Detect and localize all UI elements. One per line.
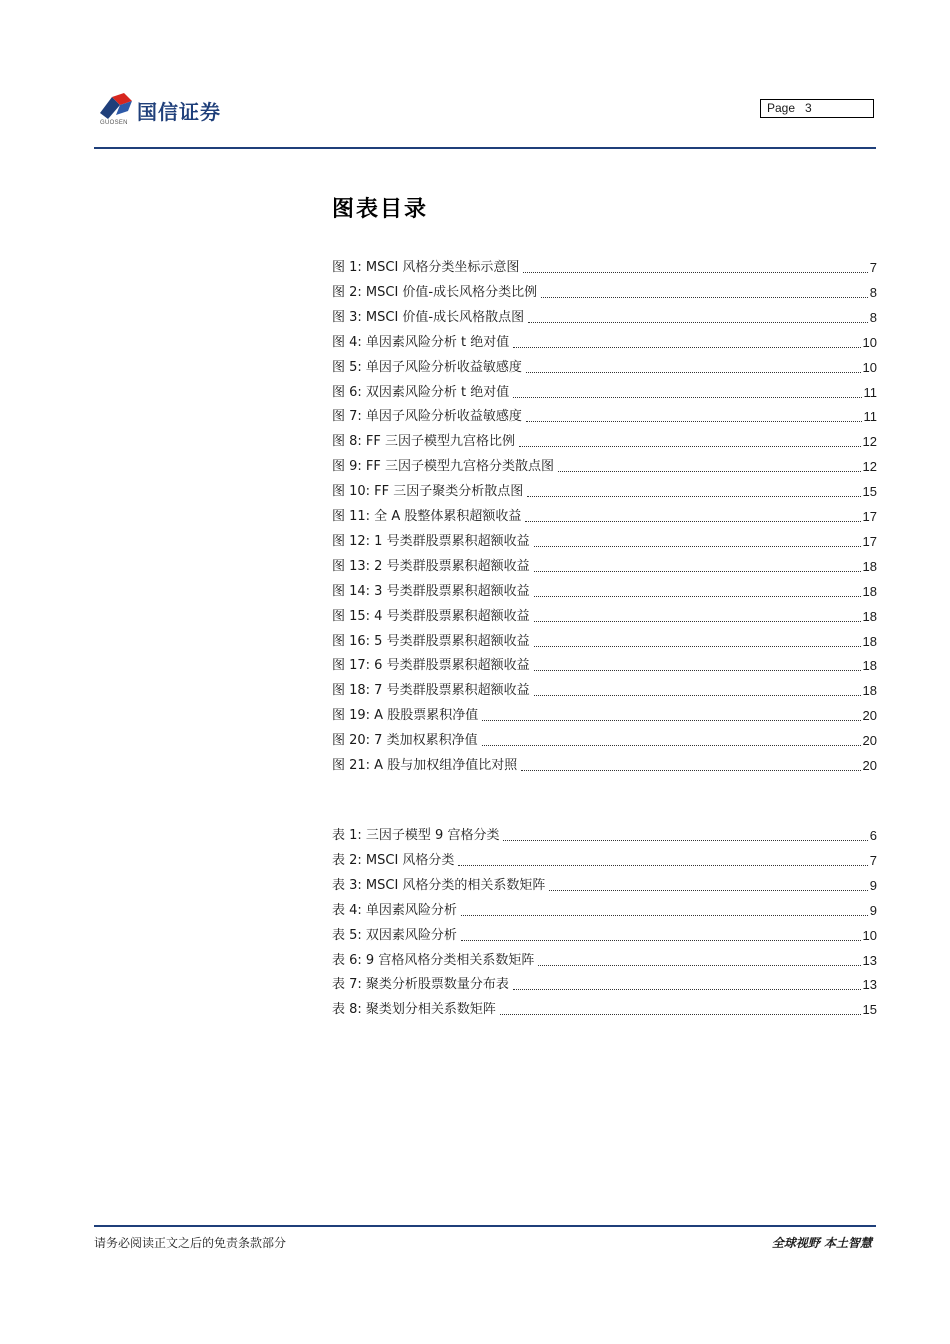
toc-entry[interactable] bbox=[332, 876, 877, 894]
toc-entry-page: 20 bbox=[862, 758, 877, 773]
toc-entry[interactable] bbox=[332, 482, 877, 500]
toc-entry[interactable] bbox=[332, 926, 877, 944]
toc-entry[interactable] bbox=[332, 532, 877, 550]
toc-entry[interactable] bbox=[332, 951, 877, 969]
footer-divider bbox=[94, 1225, 876, 1227]
toc-leader-dots bbox=[534, 595, 861, 597]
toc-entry-page: 10 bbox=[862, 334, 877, 350]
toc-leader-dots bbox=[519, 445, 861, 447]
toc-entry-label: 图 11: 全 A 股整体累积超额收益 bbox=[332, 509, 522, 524]
toc-leader-dots bbox=[526, 371, 861, 373]
toc-entry-page: 18 bbox=[862, 633, 877, 649]
toc-leader-dots bbox=[513, 988, 861, 990]
toc-entry[interactable] bbox=[332, 557, 877, 575]
toc-entry[interactable] bbox=[332, 681, 877, 699]
toc-entry-page: 7 bbox=[869, 852, 877, 868]
logo-text: 国信证券 bbox=[137, 100, 221, 124]
toc-entry-label: 表 7: 聚类分析股票数量分布表 bbox=[332, 977, 509, 993]
toc-entry-page: 17 bbox=[862, 533, 877, 549]
toc-leader-dots bbox=[534, 620, 861, 622]
toc-entry-page: 15 bbox=[862, 1002, 877, 1018]
toc-entry[interactable] bbox=[332, 1000, 877, 1018]
toc-leader-dots bbox=[500, 1013, 861, 1015]
toc-leader-dots bbox=[523, 271, 867, 273]
toc-entry-label: 图 17: 6 号类群股票累积超额收益 bbox=[332, 658, 530, 674]
toc-entry-label: 表 4: 单因素风险分析 bbox=[332, 902, 457, 918]
footer-slogan: 全球视野 本土智慧 bbox=[771, 1236, 872, 1250]
toc-entry[interactable] bbox=[332, 383, 877, 401]
toc-entry-page: 15 bbox=[862, 484, 877, 500]
logo-subtext: GUOSEN bbox=[100, 120, 128, 126]
toc-entry-page: 20 bbox=[862, 733, 877, 749]
toc-entry[interactable] bbox=[332, 358, 877, 376]
toc-entry-label: 图 14: 3 号类群股票累积超额收益 bbox=[332, 583, 530, 599]
toc-leader-dots bbox=[482, 719, 860, 721]
toc-entry-label: 表 6: 9 宫格风格分类相关系数矩阵 bbox=[332, 952, 535, 968]
logo-mark-icon bbox=[98, 93, 134, 119]
toc-leader-dots bbox=[538, 964, 860, 966]
toc-entry[interactable] bbox=[332, 826, 877, 844]
toc-entry[interactable] bbox=[332, 407, 877, 425]
toc-leader-dots bbox=[534, 570, 861, 572]
toc-entry-label: 图 21: A 股与加权组净值比对照 bbox=[332, 758, 518, 773]
toc-entry-label: 图 16: 5 号类群股票累积超额收益 bbox=[332, 633, 530, 649]
page-title: 图表目录 bbox=[332, 197, 429, 222]
toc-entry-label: 图 8: FF 三因子模型九宫格比例 bbox=[332, 434, 516, 450]
header-divider bbox=[94, 147, 876, 149]
toc-entry-label: 图 2: MSCI 价值-成长风格分类比例 bbox=[332, 284, 538, 300]
toc-entry-label: 图 9: FF 三因子模型九宫格分类散点图 bbox=[332, 459, 555, 475]
toc-leader-dots bbox=[521, 769, 860, 771]
toc-entry[interactable] bbox=[332, 258, 877, 276]
page-label: Page bbox=[767, 101, 796, 115]
toc-entry[interactable] bbox=[332, 308, 877, 326]
toc-entry-label: 图 1: MSCI 风格分类坐标示意图 bbox=[332, 260, 520, 275]
toc-entry-page: 8 bbox=[869, 309, 877, 325]
page-number: 3 bbox=[805, 101, 812, 115]
toc-entry[interactable] bbox=[332, 582, 877, 600]
toc-entry-page: 9 bbox=[869, 902, 877, 918]
toc-leader-dots bbox=[534, 545, 861, 547]
toc-entry-page: 18 bbox=[862, 558, 877, 574]
toc-entry-label: 图 13: 2 号类群股票累积超额收益 bbox=[332, 558, 530, 574]
toc-leader-dots bbox=[526, 420, 862, 422]
toc-leader-dots bbox=[513, 396, 861, 398]
toc-entry-label: 表 1: 三因子模型 9 宫格分类 bbox=[332, 828, 500, 843]
toc-entry-label: 表 5: 双因素风险分析 bbox=[332, 927, 457, 943]
footer-disclaimer: 请务必阅读正文之后的免责条款部分 bbox=[94, 1236, 287, 1250]
toc-leader-dots bbox=[528, 321, 868, 323]
toc-leader-dots bbox=[482, 744, 861, 746]
toc-entry-label: 图 18: 7 号类群股票累积超额收益 bbox=[332, 683, 530, 699]
toc-entry-page: 11 bbox=[863, 384, 877, 400]
toc-entry-label: 图 6: 双因素风险分析 t 绝对值 bbox=[332, 384, 510, 400]
toc-entry[interactable] bbox=[332, 432, 877, 450]
toc-leader-dots bbox=[549, 889, 867, 891]
toc-entry-page: 18 bbox=[862, 658, 877, 674]
toc-entry[interactable] bbox=[332, 975, 877, 993]
toc-leader-dots bbox=[461, 939, 861, 941]
toc-entry-label: 图 4: 单因素风险分析 t 绝对值 bbox=[332, 334, 510, 350]
toc-entry[interactable] bbox=[332, 851, 877, 869]
toc-entry-label: 图 20: 7 类加权累积净值 bbox=[332, 733, 478, 749]
toc-entry[interactable] bbox=[332, 283, 877, 301]
toc-entry-label: 图 12: 1 号类群股票累积超额收益 bbox=[332, 533, 530, 549]
toc-entry-page: 8 bbox=[869, 284, 877, 300]
toc-entry-page: 18 bbox=[862, 683, 877, 699]
toc-leader-dots bbox=[541, 296, 868, 298]
toc-leader-dots bbox=[534, 694, 861, 696]
toc-entry-page: 13 bbox=[862, 977, 877, 993]
toc-entry-label: 表 2: MSCI 风格分类 bbox=[332, 852, 455, 868]
toc-entry[interactable] bbox=[332, 731, 877, 749]
toc-entry-page: 17 bbox=[862, 509, 877, 524]
toc-entry[interactable] bbox=[332, 632, 877, 650]
toc-entry[interactable] bbox=[332, 656, 877, 674]
toc-entry-page: 12 bbox=[862, 459, 877, 475]
page-indicator bbox=[760, 99, 874, 118]
toc-entry-page: 10 bbox=[862, 359, 877, 375]
toc-entry-label: 图 15: 4 号类群股票累积超额收益 bbox=[332, 608, 530, 624]
toc-leader-dots bbox=[525, 520, 860, 522]
toc-entry-page: 9 bbox=[869, 877, 877, 893]
toc-leader-dots bbox=[527, 495, 860, 497]
toc-entry-page: 10 bbox=[862, 927, 877, 943]
toc-entry[interactable] bbox=[332, 901, 877, 919]
toc-entry-page: 6 bbox=[869, 828, 877, 843]
toc-entry-label: 图 3: MSCI 价值-成长风格散点图 bbox=[332, 309, 525, 325]
toc-leader-dots bbox=[503, 839, 867, 841]
toc-entry-page: 18 bbox=[862, 583, 877, 599]
toc-entry[interactable] bbox=[332, 507, 877, 525]
toc-entry-label: 图 19: A 股股票累积净值 bbox=[332, 708, 479, 724]
toc-entry-label: 图 7: 单因子风险分析收益敏感度 bbox=[332, 409, 522, 425]
toc-entry-label: 图 5: 单因子风险分析收益敏感度 bbox=[332, 359, 522, 375]
toc-leader-dots bbox=[534, 645, 861, 647]
toc-entry-label: 表 3: MSCI 风格分类的相关系数矩阵 bbox=[332, 877, 546, 893]
toc-entry-page: 13 bbox=[862, 952, 877, 968]
toc-entry-page: 12 bbox=[862, 434, 877, 450]
company-logo bbox=[98, 93, 238, 129]
toc-entry-page: 11 bbox=[863, 409, 877, 425]
toc-leader-dots bbox=[558, 470, 861, 472]
toc-entry[interactable] bbox=[332, 706, 877, 724]
toc-entry[interactable] bbox=[332, 333, 877, 351]
toc-leader-dots bbox=[513, 346, 860, 348]
toc-entry-page: 20 bbox=[862, 708, 877, 724]
toc-entry[interactable] bbox=[332, 607, 877, 625]
toc-entry[interactable] bbox=[332, 756, 877, 774]
toc-leader-dots bbox=[461, 914, 868, 916]
toc-leader-dots bbox=[534, 669, 861, 671]
toc-entry-label: 图 10: FF 三因子聚类分析散点图 bbox=[332, 484, 524, 500]
toc-leader-dots bbox=[458, 864, 867, 866]
toc-entry-page: 7 bbox=[869, 260, 877, 275]
toc-entry[interactable] bbox=[332, 457, 877, 475]
toc-entry-page: 18 bbox=[862, 608, 877, 624]
toc-entry-label: 表 8: 聚类划分相关系数矩阵 bbox=[332, 1002, 496, 1018]
